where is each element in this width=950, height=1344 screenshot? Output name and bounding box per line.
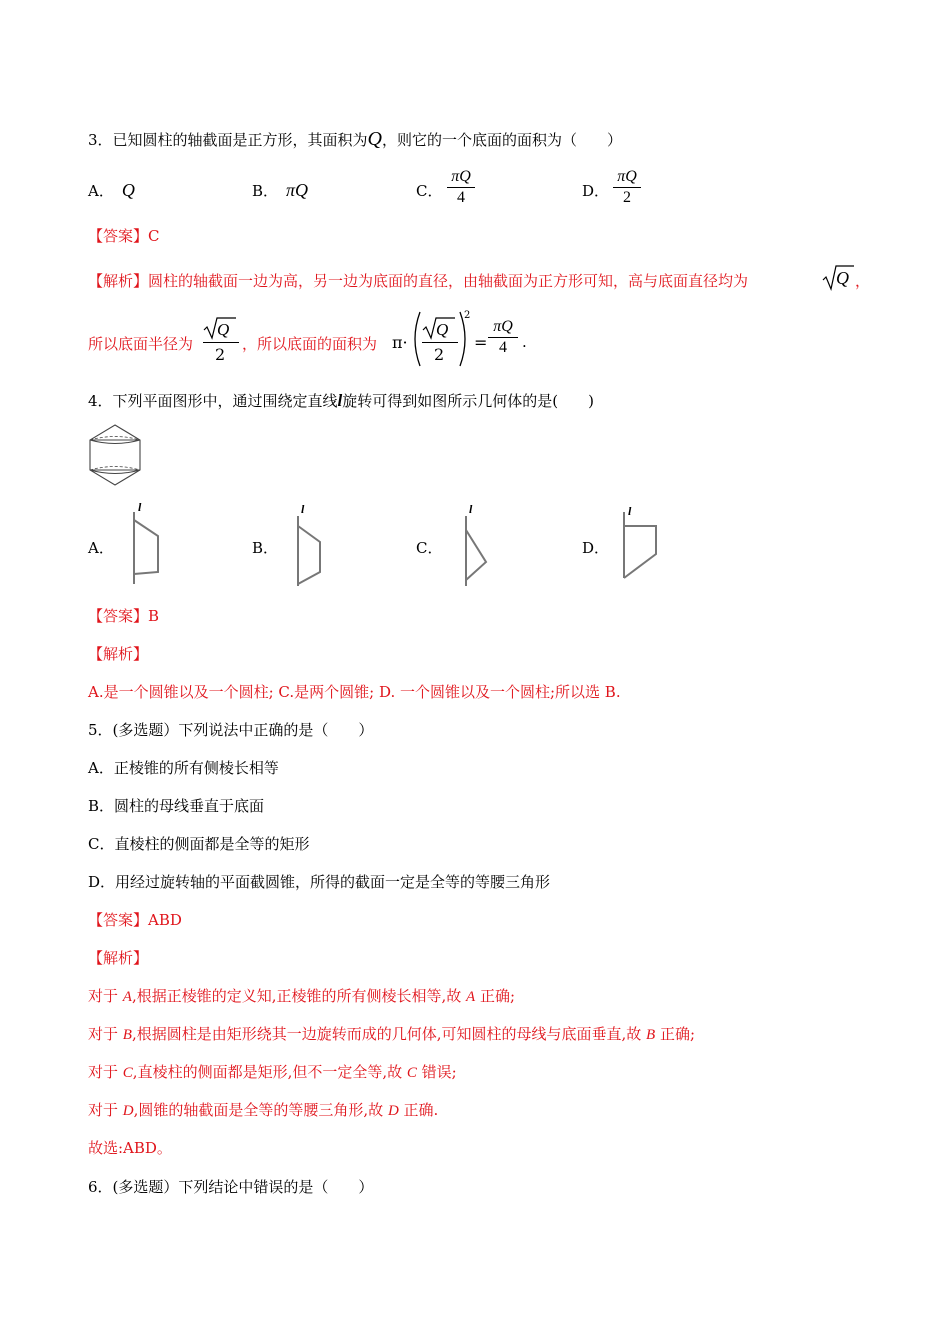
- analysis-text: 圆柱的轴截面一边为高，另一边为底面的直径，由轴截面为正方形可知，高与底面直径均为: [148, 272, 749, 290]
- q5-stem: 5．(多选题）下列说法中正确的是（ ）: [88, 721, 374, 739]
- fraction-bar: [203, 342, 239, 343]
- q4-option-a: A．: [88, 539, 114, 557]
- q4-analysis-tag: 【解析】: [88, 645, 149, 663]
- q5-answer: 【答案】ABD: [88, 911, 182, 929]
- q4-option-c: C．: [416, 539, 443, 557]
- q3-result-fraction: [488, 318, 518, 357]
- q3-analysis-sqrt-q: Q: [836, 268, 849, 288]
- var: C: [122, 1065, 133, 1081]
- axis-label-b: l: [301, 502, 305, 516]
- q3-stem-text-b: ，则它的一个底面的面积为（ ）: [382, 131, 623, 149]
- axis-label-d: l: [628, 504, 632, 518]
- fraction-numerator: Q: [217, 320, 230, 339]
- option-label: B．: [252, 182, 279, 200]
- option-label: C．: [416, 182, 443, 200]
- var: B: [122, 1027, 132, 1043]
- fraction-bar: [488, 337, 518, 338]
- text: 正确;: [655, 1025, 696, 1043]
- period: .: [522, 333, 527, 351]
- figure-a-icon: [128, 502, 168, 586]
- q4-option-b: B．: [252, 539, 279, 557]
- q3-option-a: [88, 180, 135, 201]
- option-math: Q: [121, 180, 135, 200]
- text: 对于: [88, 1063, 123, 1081]
- q5-analysis-line-a: [88, 985, 515, 1006]
- q4-stem: [88, 390, 594, 411]
- q3-analysis-line1: [88, 270, 748, 291]
- fraction-numerator: πQ: [451, 168, 471, 185]
- text: 正确;: [475, 987, 516, 1005]
- var: A: [466, 989, 476, 1005]
- q5-option-a: A．正棱锥的所有侧棱长相等: [88, 759, 279, 777]
- text: 对于: [88, 1101, 123, 1119]
- fraction-bar: [447, 187, 475, 188]
- var: D: [122, 1103, 134, 1119]
- q5-conclusion: 故选:ABD。: [88, 1139, 172, 1157]
- q4-analysis: A.是一个圆锥以及一个圆柱; C.是两个圆锥; D. 一个圆锥以及一个圆柱;所以选 B.: [88, 683, 621, 701]
- figure-c-icon: [460, 504, 500, 588]
- q3-option-d-label: [582, 180, 609, 201]
- fraction-denominator: 2: [434, 345, 445, 364]
- q4-var-l: l: [337, 391, 343, 410]
- pi-dot: π·: [392, 333, 408, 352]
- q4-option-d: D．: [582, 539, 610, 557]
- figure-d-icon: [618, 504, 662, 588]
- fraction-numerator: πQ: [493, 318, 513, 335]
- text: 对于: [88, 987, 123, 1005]
- q5-option-d: D．用经过旋转轴的平面截圆锥，所得的截面一定是全等的等腰三角形: [88, 873, 551, 891]
- q3-var-q: Q: [367, 128, 382, 150]
- text: 错误;: [416, 1063, 457, 1081]
- q5-analysis-tag: 【解析】: [88, 949, 149, 967]
- text: ,直棱柱的侧面都是矩形,但不一定全等,故: [132, 1063, 407, 1081]
- q3-option-d-fraction: [613, 168, 641, 207]
- q3-stem-text-a: 3．已知圆柱的轴截面是正方形，其面积为: [88, 131, 368, 149]
- fraction-numerator: Q: [436, 320, 449, 339]
- q5-option-b: B．圆柱的母线垂直于底面: [88, 797, 265, 815]
- fraction-bar: [613, 187, 641, 188]
- fraction-bar: [422, 342, 458, 343]
- q4-answer: 【答案】B: [88, 607, 160, 625]
- axis-label-a: l: [138, 500, 142, 514]
- q6-stem: 6．(多选题）下列结论中错误的是（ ）: [88, 1178, 374, 1196]
- text: 正确.: [398, 1101, 439, 1119]
- q3-stem: [88, 128, 622, 151]
- q5-analysis-line-b: [88, 1023, 695, 1044]
- q4-stem-text-a: 4．下列平面图形中，通过围绕定直线: [88, 392, 338, 410]
- q5-analysis-line-d: [88, 1099, 438, 1120]
- axis-label-c: l: [469, 502, 473, 516]
- text: ,根据正棱锥的定义知,正棱锥的所有侧棱长相等,故: [131, 987, 467, 1005]
- q5-option-c: C．直棱柱的侧面都是全等的矩形: [88, 835, 310, 853]
- q3-answer: 【答案】C: [88, 227, 160, 245]
- text: 对于: [88, 1025, 123, 1043]
- q3-analysis-line2a: 所以底面半径为: [88, 335, 194, 353]
- analysis-tag: 【解析】: [88, 272, 149, 290]
- q3-option-c-label: [416, 180, 442, 201]
- exponent: 2: [464, 310, 471, 321]
- option-label: A．: [88, 182, 114, 200]
- fraction-denominator: 2: [623, 189, 631, 206]
- q3-option-b: [252, 180, 308, 201]
- fraction-denominator: 4: [457, 189, 465, 206]
- fraction-numerator: πQ: [617, 168, 637, 185]
- q3-option-c-fraction: [447, 168, 475, 207]
- text: ,圆锥的轴截面是全等的等腰三角形,故: [133, 1101, 388, 1119]
- var: C: [406, 1065, 417, 1081]
- option-label: D．: [582, 182, 610, 200]
- q5-analysis-line-c: [88, 1061, 457, 1082]
- var: A: [122, 989, 132, 1005]
- solid-figure-icon: [88, 424, 144, 488]
- q3-analysis-line1-end: ，: [855, 272, 871, 290]
- fraction-denominator: 4: [499, 339, 507, 356]
- var: B: [646, 1027, 656, 1043]
- q4-stem-text-b: 旋转可得到如图所示几何体的是( ): [342, 392, 594, 410]
- equals-sign: =: [474, 333, 488, 352]
- var: D: [387, 1103, 399, 1119]
- text: ,根据圆柱是由矩形绕其一边旋转而成的几何体,可知圆柱的母线与底面垂直,故: [131, 1025, 647, 1043]
- option-math: πQ: [286, 180, 309, 200]
- figure-b-icon: [292, 504, 332, 588]
- q3-analysis-line2b: ，所以底面的面积为: [242, 335, 378, 353]
- fraction-denominator: 2: [215, 345, 226, 364]
